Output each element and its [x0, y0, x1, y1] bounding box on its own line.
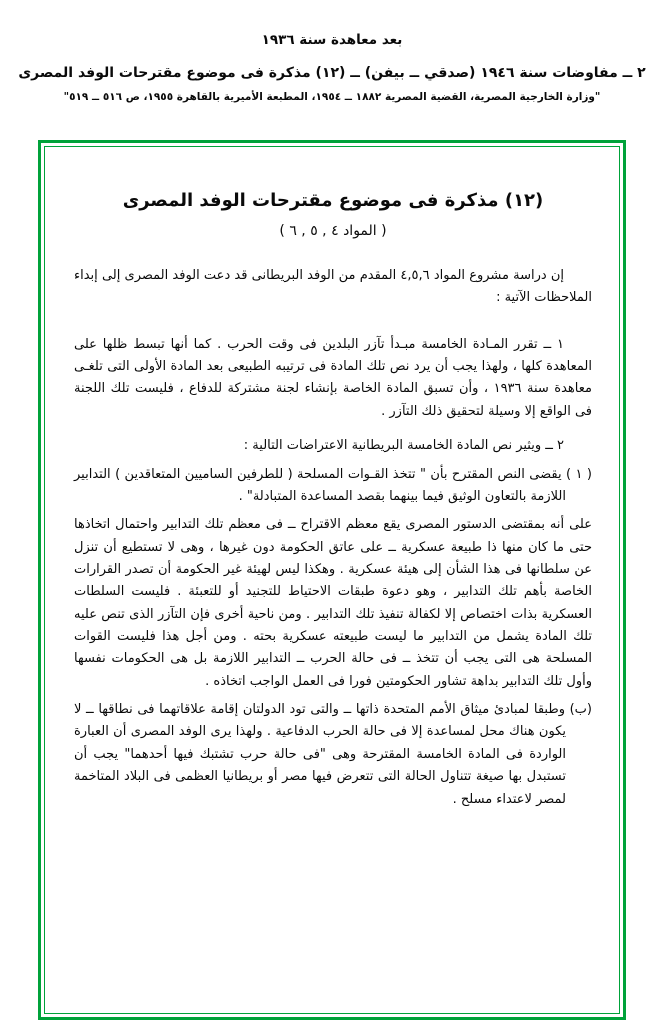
paragraph-1: ١ ــ تقرر المـادة الخامسة مبـدأ تآزر البلدين فى وقت الحرب . كما أنها تبسط ظلها على المعاهدة كلها ، ولهذا يجب أن يرد نص تلك المادة فى ترتيبه الطبيعى بعد المادة الأولى التى تلغـى معاهدة سنة ١٩٣٦ ، وأن تسبق المادة الخاصة بإنشاء لجنة مشتركة للدفاع ، فليست تلك اللجنة فى الواقع إلا وسيلة لتحقيق ذلك التآزر . [74, 336, 592, 419]
paragraph-2a: ( ١ ) يقضى النص المقترح بأن " تتخذ القـوات المسلحة ( للطرفين الساميين المتعاقدين ) التدابير اللازمة بالتعاون الوثيق فيما بينهما بقصد المساعدة المتبادلة" . [74, 466, 592, 504]
document-subtitle: ( المواد ٤ , ٥ , ٦ ) [279, 223, 387, 239]
document-title: (١٢) مذكرة فى موضوع مقترحات الوفد المصرى [122, 190, 544, 211]
intro-paragraph: إن دراسة مشروع المواد ٤,٥,٦ المقدم من الوفد البريطانى قد دعت الوفد المصرى إلى إبداء الملاحظات الآتية : [74, 268, 592, 306]
document-body [60, 162, 606, 1002]
paragraph-2: ٢ ــ ويثير نص المادة الخامسة البريطانية الاعتراضات التالية : [243, 438, 564, 454]
header-source-citation: "وزارة الخارجية المصرية، القضية المصرية ١٨٨٢ ــ ١٩٥٤، المطبعة الأميرية بالقاهرة ١٩٥٥، ص ٥١٦ ــ ٥١٩" [63, 91, 601, 103]
header-line-2: ٢ ــ مفاوضات سنة ١٩٤٦ (صدقي ــ بيفن) ــ (١٢) مذكرة فى موضوع مقترحات الوفد المصرى [18, 65, 646, 81]
paragraph-2b: (ب) وطبقا لمبادئ ميثاق الأمم المتحدة ذاتها ــ والتى تود الدولتان إقامة علاقاتهما فى نطاقها ــ لا يكون هناك محل لمساعدة إلا فى حالة الحرب الدفاعية . ولهذا يرى الوفد المصرى أن العبارة الواردة فى المادة الخامسة المقترحة وهى "فى حالة حرب تشتبك فيها أحدهما" يجب أن تستبدل بها صيغة تتناول الحالة التى تتعرض فيها مصر أو بريطانيا العظمى فى البلاد المتاخمة لمصر لاعتداء مسلح . [74, 702, 592, 807]
page-header [0, 0, 664, 103]
paragraph-2a-body: على أنه بمقتضى الدستور المصرى يقع معظم الاقتراح ــ فى معظم تلك التدابير واحتمال اتخاذها حتى ما كان منها ذا طبيعة عسكرية ــ على عاتق الحكومة دون غيرها ، وهى لا تستطيع أن تنزل عن سلطانها فى هذا الشأن إلى هيئة عسكرية . وهكذا ليس لهيئة غير الحكومة أن تصدر القرارات الخاصة بأهم تلك التدابير ، وهو دعوة طبقات الاحتياط للتجنيد أو للتعبئة . فليست السلطات العسكرية بذات اختصاص إلا لكفالة تنفيذ تلك التدابير . ومن ناحية أخرى فإن التآزر الذى تنص عليه تلك المادة يشمل من التدابير ما ليست طبيعته عسكرية بحته . ومن أجل هذا فليست القوات المسلحة هى التى يجب أن تتخذ ــ فى حالة الحرب ــ التدابير اللازمة بل هى الحكومات نفسها وأول تلك التدابير بداهة تشاور الحكومتين فورا فى العمل الواجب اتخاذه . [74, 517, 592, 689]
header-line-1: بعد معاهدة سنة ١٩٣٦ [261, 32, 403, 48]
